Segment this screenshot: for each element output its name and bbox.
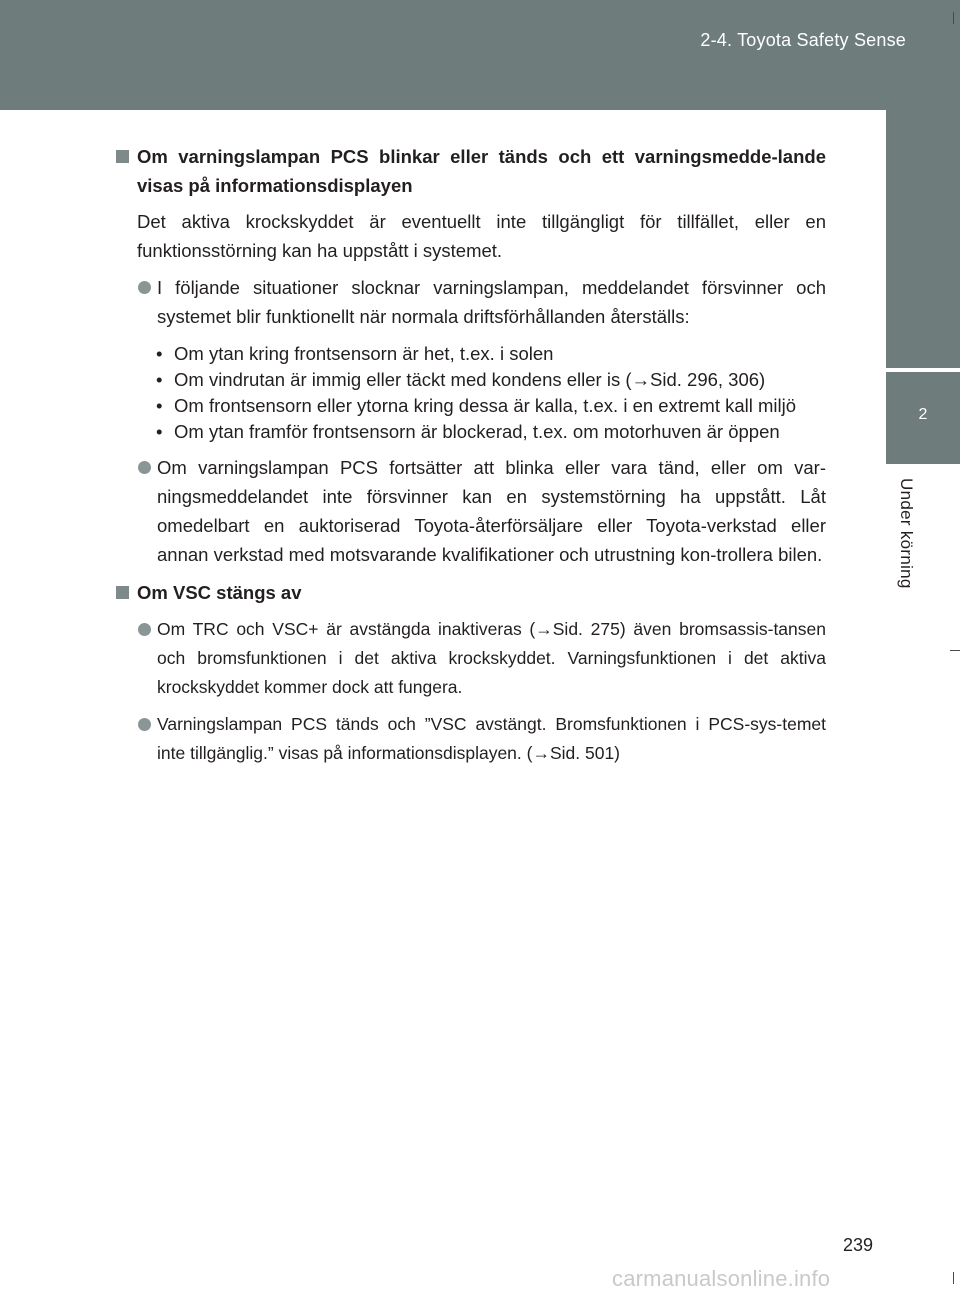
list-item: Om TRC och VSC+ är avstängda inaktiveras (→Sid. 275) även bromsassis-tansen och bromsfunktionen i det aktiva krockskyddet. Varningsfunktionen i det aktiva krockskyddet kommer dock att fungera. (116, 615, 826, 702)
bullet-dot-icon (138, 718, 151, 731)
crop-mark (950, 650, 960, 651)
side-strip (886, 110, 960, 368)
list-item: I följande situationer slocknar varningslampan, meddelandet försvinner och systemet blir funktionellt när normala driftsförhållanden återställs: (116, 273, 826, 331)
sub-list-item: • Om ytan framför frontsensorn är blockerad, t.ex. om motorhuven är öppen (116, 419, 826, 445)
watermark: carmanualsonline.info (612, 1266, 831, 1291)
section-paragraph: Det aktiva krockskyddet är eventuellt inte tillgängligt för tillfället, eller en funktionsstörning kan ha uppstått i systemet. (137, 211, 826, 261)
chapter-label: Under körning (897, 478, 916, 589)
bullet-dot-icon (138, 281, 151, 294)
section-heading: Om varningslampan PCS blinkar eller tänds och ett varningsmedde-lande visas på informationsdisplayen (116, 142, 826, 200)
section-pcs-warning (116, 142, 826, 569)
small-bullet-icon: • (156, 421, 163, 442)
small-bullet-icon: • (156, 369, 163, 390)
square-marker-icon (116, 586, 129, 599)
crop-mark (953, 12, 954, 24)
section-heading: Om VSC stängs av (116, 578, 826, 607)
page-number: 239 (843, 1235, 874, 1255)
sub-list-item: • Om ytan kring frontsensorn är het, t.ex. i solen (116, 341, 826, 367)
page-header (0, 0, 960, 110)
chapter-number: 2 (918, 406, 928, 423)
page-content (116, 142, 826, 768)
crop-mark (953, 1272, 954, 1284)
sub-list-item: • Om vindrutan är immig eller täckt med kondens eller is (→Sid. 296, 306) (116, 367, 826, 393)
list-item: Varningslampan PCS tänds och ”VSC avstängt. Bromsfunktionen i PCS-sys-temet inte tillgänglig.” visas på informationsdisplayen. (→Sid. 501) (116, 710, 826, 768)
bullet-dot-icon (138, 461, 151, 474)
section-vsc-off (116, 578, 826, 768)
square-marker-icon (116, 150, 129, 163)
small-bullet-icon: • (156, 395, 163, 416)
section-title: 2-4. Toyota Safety Sense (700, 30, 906, 50)
sub-list-item: • Om frontsensorn eller ytorna kring dessa är kalla, t.ex. i en extremt kall miljö (116, 393, 826, 419)
list-item: Om varningslampan PCS fortsätter att blinka eller vara tänd, eller om var-ningsmeddelandet inte försvinner kan en systemstörning ha uppstått. Låt omedelbart en auktoriserad Toyota-återförsäljare eller Toyota-verkstad eller annan verkstad med motsvarande kvalifikationer och utrustning kon-trollera bilen. (116, 453, 826, 569)
small-bullet-icon: • (156, 343, 163, 364)
bullet-dot-icon (138, 623, 151, 636)
sub-list (116, 341, 826, 445)
chapter-tab (886, 372, 960, 464)
